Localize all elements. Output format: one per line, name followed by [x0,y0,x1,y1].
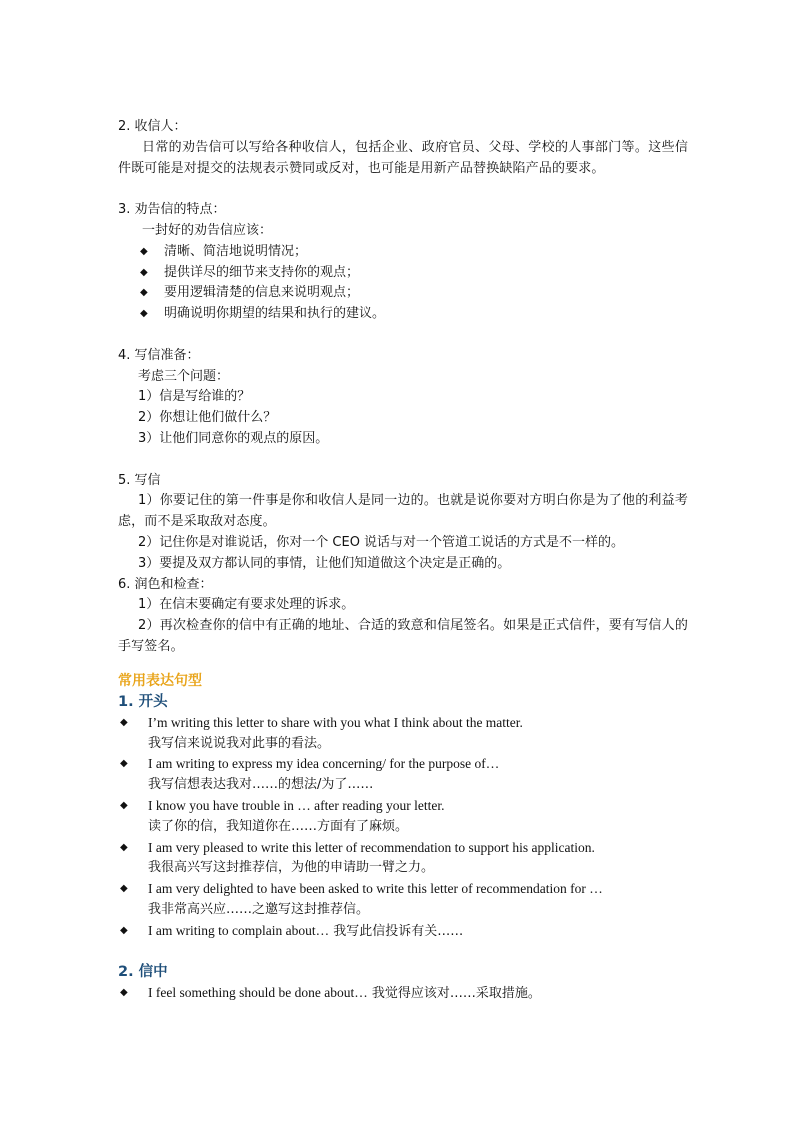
expression-item [118,713,688,755]
section-6-title: 6. 润色和检查： [118,576,213,592]
expression-english: I am very pleased to write this letter of recommendation to support his application. [148,839,595,855]
diamond-bullet-icon: ◆ [140,266,148,278]
expression-chinese: 我觉得应该对……采取措施。 [367,986,541,1002]
expression-chinese: 我非常高兴应……之邀写这封推荐信。 [148,901,370,917]
list-item: ◆ 提供详尽的细节来支持你的观点； [118,263,688,284]
expression-chinese: 我写信想表达我对……的想法/为了…… [148,777,374,793]
diamond-bullet-icon: ◆ [120,758,128,770]
document-page [118,117,688,1004]
expressions-heading: 常用表达句型 [118,672,202,689]
expression-english: I feel something should be done about… [148,985,368,1001]
expression-chinese: 我写此信投诉有关…… [329,923,464,939]
expression-english: I am writing to express my idea concerning/ for the purpose of… [148,756,500,772]
section-5-point-2: 2）记住你是对谁说话，你对一个 CEO 说话与对一个管道工说话的方式是不一样的。 [138,534,625,550]
diamond-bullet-icon: ◆ [140,245,148,257]
expression-item [118,879,688,921]
section-5-point-3: 3）要提及双方都认同的事情，让他们知道做这个决定是正确的。 [138,555,511,571]
section-3-title: 3. 劝告信的特点： [118,202,226,218]
list-item: 1）信是写给谁的？ [138,389,251,405]
expression-chinese: 读了你的信，我知道你在……方面有了麻烦。 [148,818,409,834]
section-6-point-2: 2）再次检查你的信中有正确的地址、合适的致意和信尾签名。如果是正式信件，要有写信人的手写签名。 [118,618,688,654]
expression-chinese: 我写信来说说我对此事的看法。 [148,735,331,751]
list-item: 3）让他们同意你的观点的原因。 [138,430,329,446]
section-2-title: 2. 收信人： [118,119,187,134]
diamond-bullet-icon: ◆ [120,987,128,999]
diamond-bullet-icon: ◆ [120,799,128,811]
section-4-title: 4. 写信准备： [118,347,200,363]
expression-english: I am very delighted to have been asked to write this letter of recommendation for … [148,881,603,897]
expression-english: I know you have trouble in … after reading your letter. [148,797,445,813]
expression-line [148,983,688,1004]
expression-line [148,921,688,942]
expression-item [118,796,688,838]
list-item: 2）你想让他们做什么？ [138,410,277,426]
diamond-bullet-icon: ◆ [140,287,148,299]
expression-item [118,983,688,1004]
section-6-point-1: 1）在信末要确定有要求处理的诉求。 [138,597,355,613]
expression-english: I’m writing this letter to share with you what I think about the matter. [148,714,523,730]
section-2-paragraph: 日常的劝告信可以写给各种收信人，包括企业、政府官员、父母、学校的人事部门等。这些信件既可能是对提交的法规表示赞同或反对，也可能是用新产品替换缺陷产品的要求。 [118,139,688,176]
expression-item [118,838,688,880]
section-5-point-1: 1）你要记住的第一件事是你和收信人是同一边的。也就是说你要对方明白你是为了他的利益考虑，而不是采取敌对态度。 [118,493,688,530]
diamond-bullet-icon: ◆ [120,841,128,853]
list-item: ◆ 清晰、简洁地说明情况； [118,242,688,263]
section-5-title: 5. 写信 [118,472,161,488]
middle-subheading: 2. 信中 [118,964,168,981]
diamond-bullet-icon: ◆ [120,883,128,895]
section-3-intro: 一封好的劝告信应该： [142,222,273,238]
diamond-bullet-icon: ◆ [120,924,128,936]
expression-item [118,754,688,796]
list-item: ◆ 明确说明你期望的结果和执行的建议。 [118,304,688,325]
expression-chinese: 我很高兴写这封推荐信，为他的申请助一臂之力。 [148,860,435,876]
expression-item [118,921,688,942]
section-4-intro: 考虑三个问题： [138,368,230,384]
diamond-bullet-icon: ◆ [120,716,128,728]
expression-english: I am writing to complain about… [148,922,330,938]
diamond-bullet-icon: ◆ [140,308,148,320]
opening-subheading: 1. 开头 [118,693,168,710]
list-item: ◆ 要用逻辑清楚的信息来说明观点； [118,283,688,304]
